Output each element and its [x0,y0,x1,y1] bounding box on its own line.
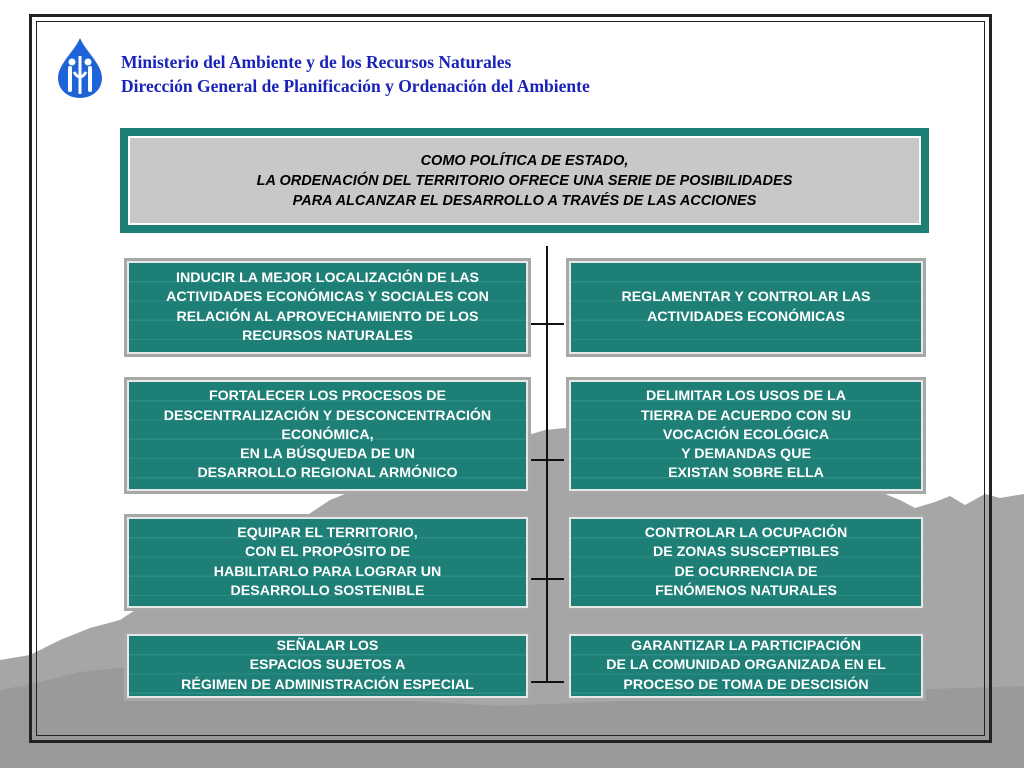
connector-tick [530,578,564,580]
action-text-line: FENÓMENOS NATURALES [655,582,837,599]
action-text-line: GARANTIZAR LA PARTICIPACIÓN [631,638,861,655]
action-text-line: ESPACIOS SUJETOS A [249,657,406,674]
action-text-line: DESCENTRALIZACIÓN Y DESCONCENTRACIÓN [163,407,492,424]
action-box-participation [566,631,926,701]
connector-spine [546,246,548,682]
ministry-logo-icon [52,36,108,100]
action-text-line: TIERRA DE ACUERDO CON SU [640,407,852,424]
action-text-line: FORTALECER LOS PROCESOS DE [208,388,446,405]
policy-title-panel [128,136,921,225]
connector-tick [530,459,564,461]
action-box-land-use [566,377,926,494]
action-text-line: RECURSOS NATURALES [242,327,413,344]
action-box-panel [569,634,923,698]
connector-tick [530,323,564,325]
action-box-localization [124,258,531,357]
action-text-line: HABILITARLO PARA LOGRAR UN [213,563,442,580]
action-box-decentralization [124,377,531,494]
action-box-equip-territory [124,514,531,611]
action-text-line: SEÑALAR LOS [276,638,379,655]
action-text-line: ACTIVIDADES ECONÓMICAS [647,308,845,325]
action-box-panel [569,380,923,491]
action-text-line: EN LA BÚSQUEDA DE UN [240,446,415,463]
action-text-line: DE LA COMUNIDAD ORGANIZADA EN EL [606,657,886,674]
action-box-regulate [566,258,926,357]
policy-title-box [120,128,929,233]
action-box-special-regime [124,631,531,701]
action-text-line: DE ZONAS SUSCEPTIBLES [652,544,840,561]
action-text-line: CONTROLAR LA OCUPACIÓN [644,524,848,541]
action-text-line: ECONÓMICA, [281,426,374,443]
action-text-line: DELIMITAR LOS USOS DE LA [646,388,846,405]
action-box-panel [127,261,528,354]
action-box-hazard-zones [566,514,926,611]
action-text-line: VOCACIÓN ECOLÓGICA [662,426,830,443]
action-text-line: EQUIPAR EL TERRITORIO, [237,524,418,541]
action-box-panel [127,634,528,698]
connector-tick [530,681,564,683]
directorate-name: Dirección General de Planificación y Ordenación del Ambiente [121,76,590,96]
action-text-line: RÉGIMEN DE ADMINISTRACIÓN ESPECIAL [181,676,474,693]
action-box-panel [127,380,528,491]
policy-title-line: COMO POLÍTICA DE ESTADO, [420,152,629,169]
action-text-line: CON EL PROPÓSITO DE [244,544,411,561]
action-text-line: DESARROLLO REGIONAL ARMÓNICO [197,465,458,482]
ministry-name: Ministerio del Ambiente y de los Recursos Naturales [121,52,512,72]
action-box-panel [569,261,923,354]
action-text-line: DESARROLLO SOSTENIBLE [230,582,425,599]
action-box-panel [127,517,528,608]
action-box-panel [569,517,923,608]
action-text-line: EXISTAN SOBRE ELLA [668,465,824,482]
policy-title-line: PARA ALCANZAR EL DESARROLLO A TRAVÉS DE LAS ACCIONES [292,192,757,209]
action-text-line: REGLAMENTAR Y CONTROLAR LAS [621,289,871,306]
action-text-line: RELACIÓN AL APROVECHAMIENTO DE LOS [176,308,479,325]
action-text-line: INDUCIR LA MEJOR LOCALIZACIÓN DE LAS [176,269,479,286]
action-text-line: DE OCURRENCIA DE [674,563,818,580]
action-text-line: PROCESO DE TOMA DE DESCISIÓN [623,676,869,693]
action-text-line: Y DEMANDAS QUE [681,446,811,463]
action-text-line: ACTIVIDADES ECONÓMICAS Y SOCIALES CON [166,289,489,306]
policy-title-line: LA ORDENACIÓN DEL TERRITORIO OFRECE UNA SERIE DE POSIBILIDADES [256,172,793,189]
